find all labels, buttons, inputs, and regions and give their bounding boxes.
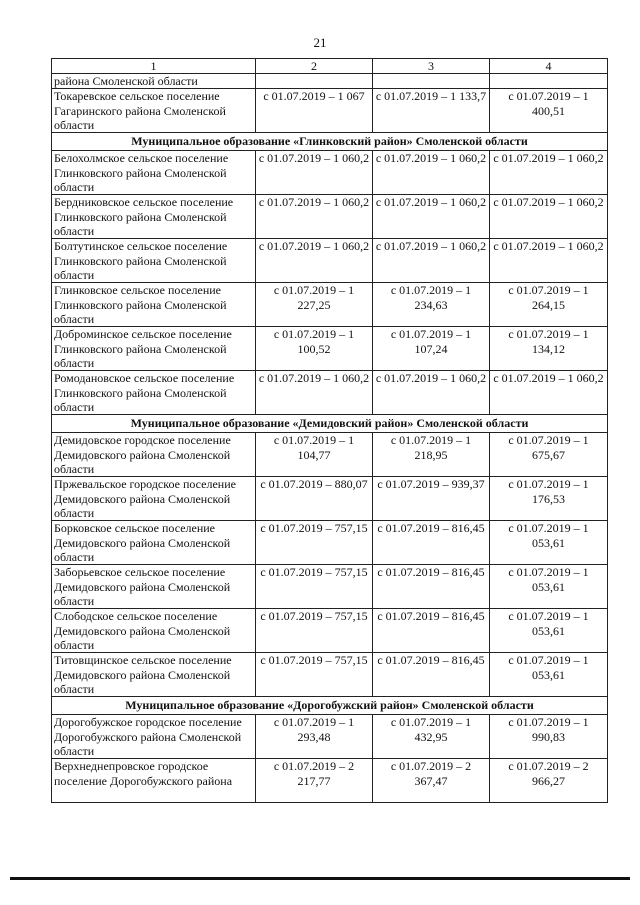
settlement-name-cell: Токаревское сельское поселение Гагаринского района Смоленской области <box>52 89 256 133</box>
tariff-cell-col-4: с 01.07.2019 – 1 053,61 <box>490 609 608 653</box>
settlement-name-cell: Верхнеднепровское городское поселение Дорогобужского района <box>52 759 256 803</box>
settlement-name-cell: Ромодановское сельское поселение Глинковского района Смоленской области <box>52 371 256 415</box>
tariff-cell-col-3: с 01.07.2019 – 939,37 <box>373 477 490 521</box>
tariff-cell-col-2: с 01.07.2019 – 1 227,25 <box>256 283 373 327</box>
column-number-3: 3 <box>373 59 490 74</box>
settlement-name-cell: Борковское сельское поселение Демидовского района Смоленской области <box>52 521 256 565</box>
settlement-name-cell: Титовщинское сельское поселение Демидовского района Смоленской области <box>52 653 256 697</box>
tariff-cell-col-3: с 01.07.2019 – 1 060,2 <box>373 151 490 195</box>
table-row <box>52 89 608 133</box>
table-row <box>52 151 608 195</box>
settlement-name-cell: Белохолмское сельское поселение Глинковского района Смоленской области <box>52 151 256 195</box>
tariff-cell-col-4: с 01.07.2019 – 2 966,27 <box>490 759 608 803</box>
tariff-cell-col-3: с 01.07.2019 – 816,45 <box>373 653 490 697</box>
footer-rule <box>10 877 630 880</box>
tariff-cell-col-3: с 01.07.2019 – 816,45 <box>373 565 490 609</box>
tariff-cell-col-4: с 01.07.2019 – 1 176,53 <box>490 477 608 521</box>
section-heading: Муниципальное образование «Глинковский район» Смоленской области <box>52 133 608 151</box>
tariff-cell-col-3: с 01.07.2019 – 1 218,95 <box>373 433 490 477</box>
section-heading-row <box>52 133 608 151</box>
table-row <box>52 195 608 239</box>
tariff-cell-col-2: с 01.07.2019 – 1 060,2 <box>256 371 373 415</box>
empty-cell <box>373 74 490 89</box>
table-row <box>52 653 608 697</box>
settlement-name-cell: Пржевальское городское поселение Демидовского района Смоленской области <box>52 477 256 521</box>
tariff-cell-col-2: с 01.07.2019 – 757,15 <box>256 521 373 565</box>
tariff-cell-col-3: с 01.07.2019 – 816,45 <box>373 521 490 565</box>
settlement-name-cell: Слободское сельское поселение Демидовского района Смоленской области <box>52 609 256 653</box>
tariff-cell-col-4: с 01.07.2019 – 1 053,61 <box>490 565 608 609</box>
tariff-cell-col-4: с 01.07.2019 – 1 060,2 <box>490 371 608 415</box>
settlement-name-cell: Демидовское городское поселение Демидовского района Смоленской области <box>52 433 256 477</box>
settlement-name-cell: Дорогобужское городское поселение Дорогобужского района Смоленской области <box>52 715 256 759</box>
tariff-cell-col-2: с 01.07.2019 – 1 067 <box>256 89 373 133</box>
settlement-name-cell: Глинковское сельское поселение Глинковского района Смоленской области <box>52 283 256 327</box>
tariff-cell-col-2: с 01.07.2019 – 1 100,52 <box>256 327 373 371</box>
column-number-2: 2 <box>256 59 373 74</box>
section-heading-row <box>52 415 608 433</box>
tariff-cell-col-4: с 01.07.2019 – 1 134,12 <box>490 327 608 371</box>
tariff-cell-col-3: с 01.07.2019 – 816,45 <box>373 609 490 653</box>
section-heading-row <box>52 697 608 715</box>
table-body <box>52 74 608 803</box>
tariff-cell-col-2: с 01.07.2019 – 1 060,2 <box>256 195 373 239</box>
section-heading: Муниципальное образование «Демидовский район» Смоленской области <box>52 415 608 433</box>
table-row <box>52 759 608 803</box>
table-row <box>52 715 608 759</box>
settlement-name-cell: Бердниковское сельское поселение Глинковского района Смоленской области <box>52 195 256 239</box>
tariff-cell-col-3: с 01.07.2019 – 1 133,7 <box>373 89 490 133</box>
column-number-row <box>52 59 608 74</box>
tariff-table <box>51 58 608 803</box>
tariff-cell-col-2: с 01.07.2019 – 2 217,77 <box>256 759 373 803</box>
tariff-cell-col-3: с 01.07.2019 – 1 107,24 <box>373 327 490 371</box>
tariff-cell-col-2: с 01.07.2019 – 1 293,48 <box>256 715 373 759</box>
empty-cell <box>490 74 608 89</box>
column-number-4: 4 <box>490 59 608 74</box>
settlement-name-cell: Доброминское сельское поселение Глинковского района Смоленской области <box>52 327 256 371</box>
tariff-cell-col-2: с 01.07.2019 – 757,15 <box>256 653 373 697</box>
settlement-name-cell: Заборьевское сельское поселение Демидовского района Смоленской области <box>52 565 256 609</box>
tariff-cell-col-4: с 01.07.2019 – 1 060,2 <box>490 151 608 195</box>
tariff-cell-col-4: с 01.07.2019 – 1 264,15 <box>490 283 608 327</box>
tariff-cell-col-4: с 01.07.2019 – 1 060,2 <box>490 195 608 239</box>
tariff-cell-col-3: с 01.07.2019 – 1 432,95 <box>373 715 490 759</box>
tariff-cell-col-2: с 01.07.2019 – 1 060,2 <box>256 151 373 195</box>
table-row <box>52 433 608 477</box>
tariff-cell-col-3: с 01.07.2019 – 1 234,63 <box>373 283 490 327</box>
tariff-cell-col-3: с 01.07.2019 – 1 060,2 <box>373 239 490 283</box>
tariff-cell-col-3: с 01.07.2019 – 1 060,2 <box>373 371 490 415</box>
tariff-cell-col-4: с 01.07.2019 – 1 400,51 <box>490 89 608 133</box>
tariff-cell-col-4: с 01.07.2019 – 1 060,2 <box>490 239 608 283</box>
tariff-cell-col-4: с 01.07.2019 – 1 675,67 <box>490 433 608 477</box>
tariff-cell-col-4: с 01.07.2019 – 1 053,61 <box>490 521 608 565</box>
tariff-cell-col-2: с 01.07.2019 – 757,15 <box>256 609 373 653</box>
tariff-cell-col-2: с 01.07.2019 – 1 104,77 <box>256 433 373 477</box>
tariff-cell-col-2: с 01.07.2019 – 1 060,2 <box>256 239 373 283</box>
page-number: 21 <box>313 35 327 50</box>
table-row <box>52 239 608 283</box>
table-row <box>52 327 608 371</box>
tariff-cell-col-3: с 01.07.2019 – 1 060,2 <box>373 195 490 239</box>
tariff-cell-col-2: с 01.07.2019 – 757,15 <box>256 565 373 609</box>
table-row <box>52 609 608 653</box>
column-number-1: 1 <box>52 59 256 74</box>
table-row <box>52 283 608 327</box>
table-row <box>52 521 608 565</box>
tariff-cell-col-3: с 01.07.2019 – 2 367,47 <box>373 759 490 803</box>
tariff-cell-col-4: с 01.07.2019 – 1 990,83 <box>490 715 608 759</box>
table-row <box>52 477 608 521</box>
tariff-cell-col-2: с 01.07.2019 – 880,07 <box>256 477 373 521</box>
settlement-name-cell: района Смоленской области <box>52 74 256 89</box>
empty-cell <box>256 74 373 89</box>
settlement-name-cell: Болтутинское сельское поселение Глинковского района Смоленской области <box>52 239 256 283</box>
table-row <box>52 565 608 609</box>
continuation-row <box>52 74 608 89</box>
section-heading: Муниципальное образование «Дорогобужский район» Смоленской области <box>52 697 608 715</box>
tariff-cell-col-4: с 01.07.2019 – 1 053,61 <box>490 653 608 697</box>
table-row <box>52 371 608 415</box>
